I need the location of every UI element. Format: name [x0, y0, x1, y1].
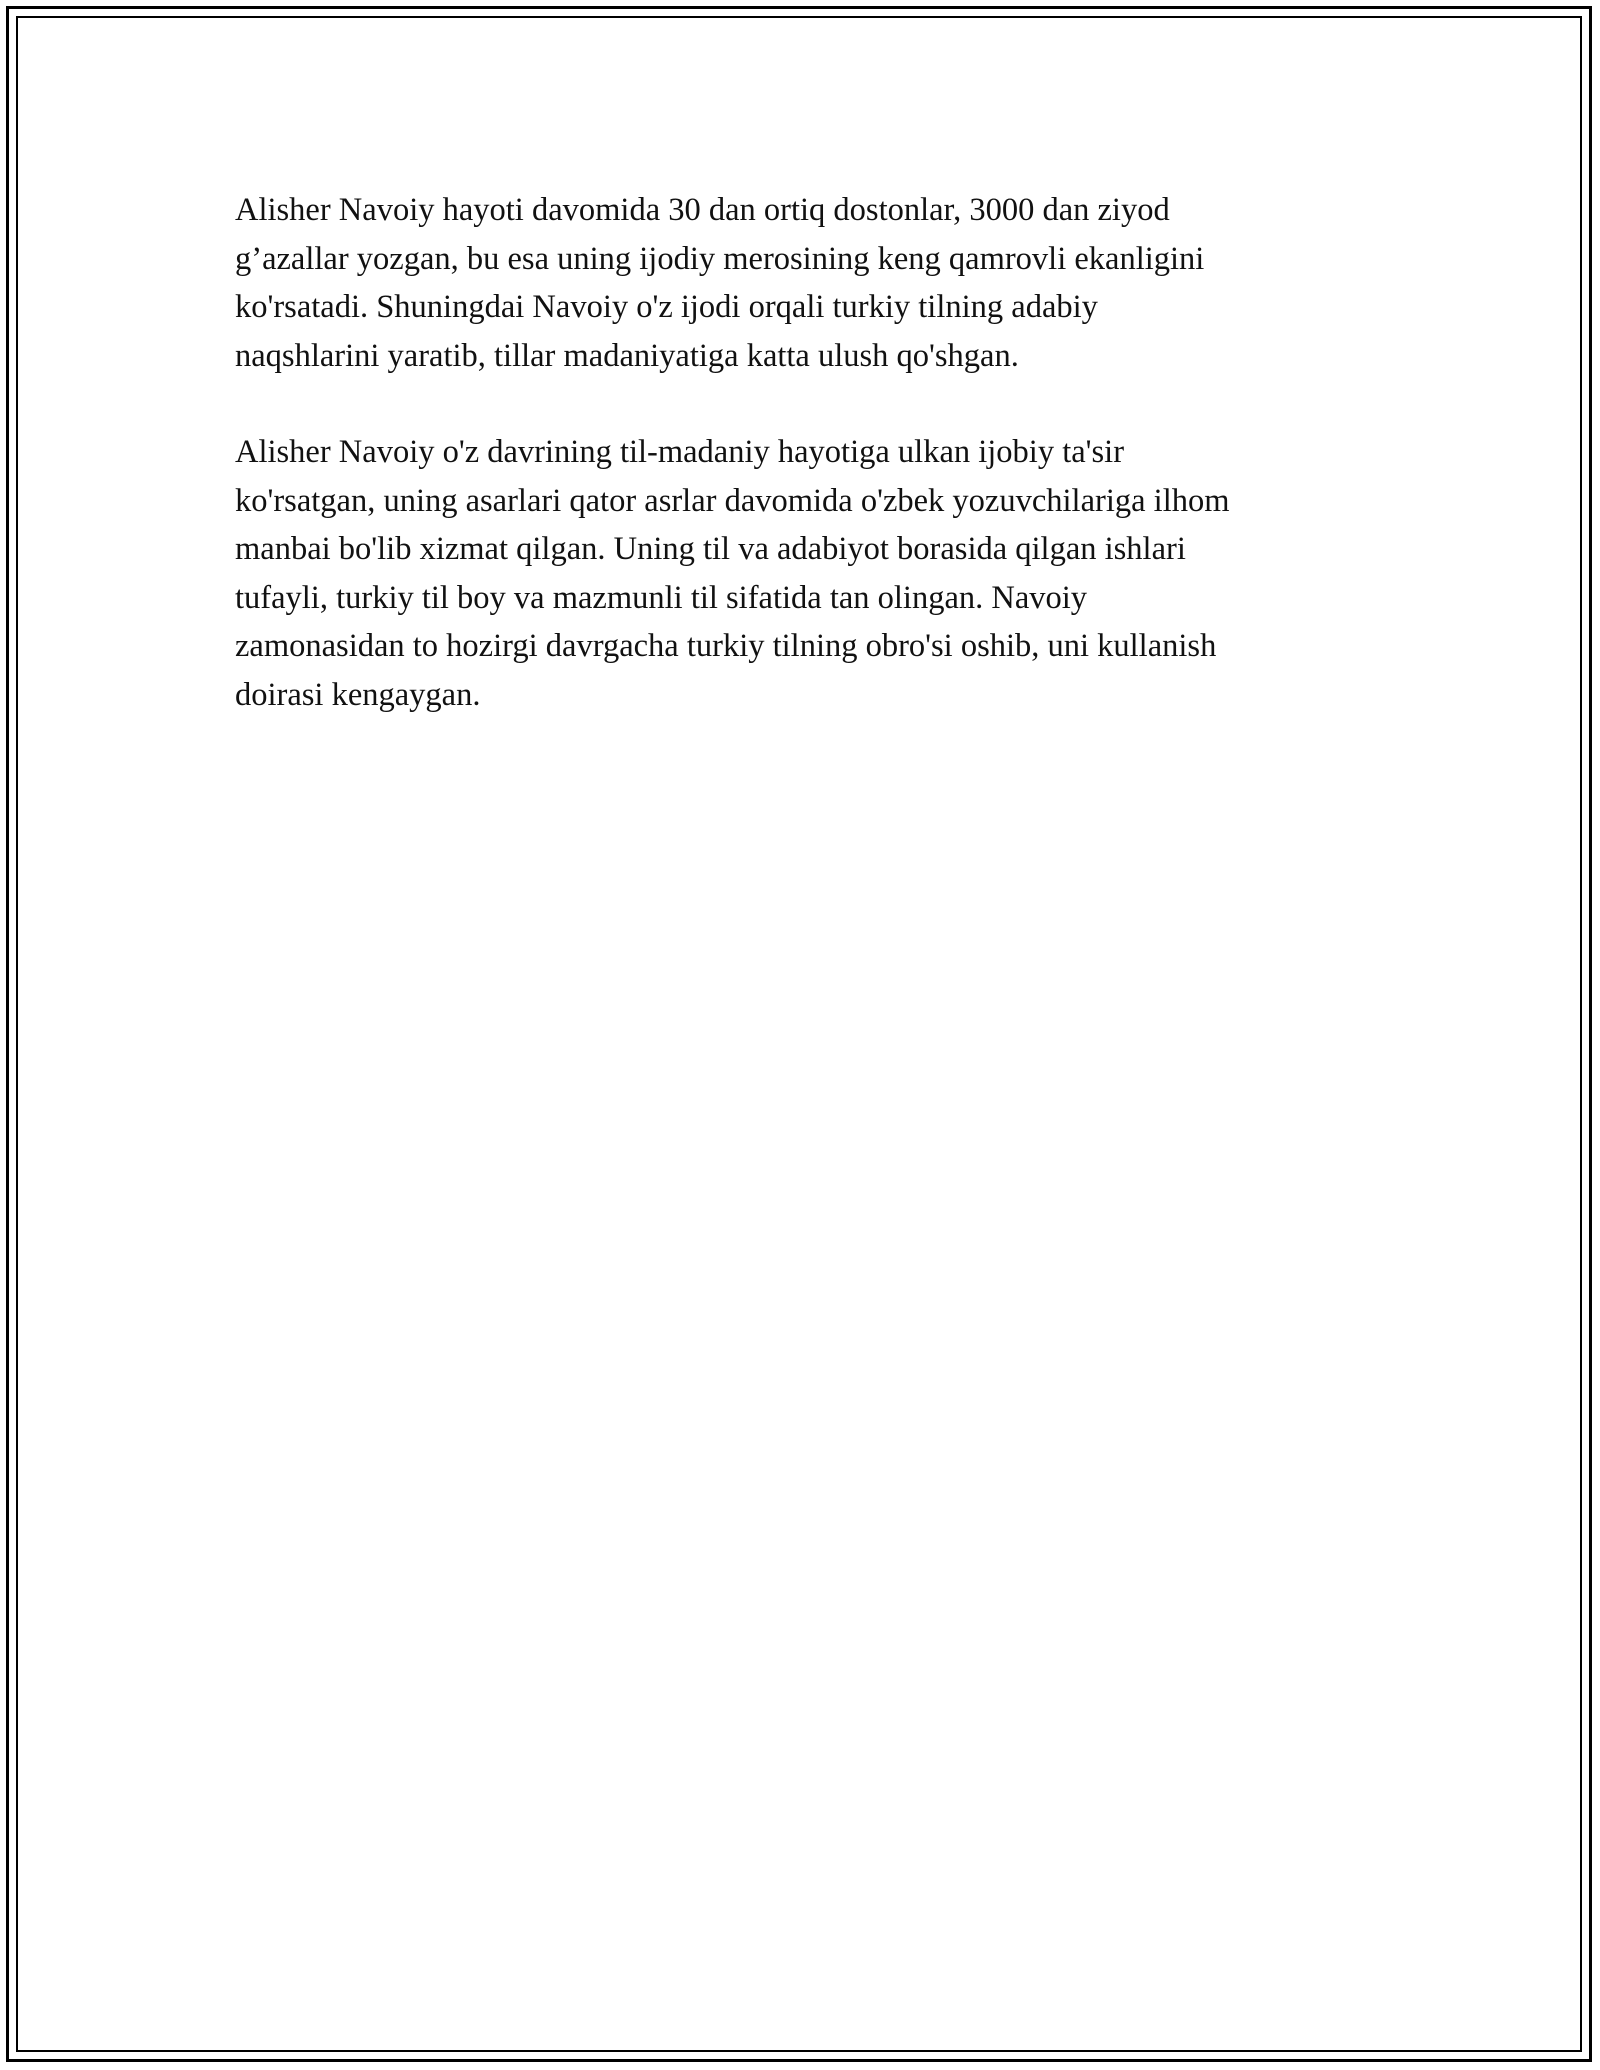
- paragraph-1: Alisher Navoiy hayoti davomida 30 dan ortiq dostonlar, 3000 dan ziyod g’azallar yozgan, bu esa uning ijodiy merosining keng qamrovli ekanligini ko'rsatadi. Shuningdai Navoiy o'z ijodi orqali turkiy tilning adabiy naqshlarini yaratib, tillar madaniyatiga katta ulush qo'shgan.: [235, 192, 1205, 374]
- document-body: [235, 186, 1365, 767]
- paragraph-2: Alisher Navoiy o'z davrining til-madaniy hayotiga ulkan ijobiy ta'sir ko'rsatgan, uning asarlari qator asrlar davomida o'zbek yozuvchilariga ilhom manbai bo'lib xizmat qilgan. Uning til va adabiyot borasida qilgan ishlari tufayli, turkiy til boy va mazmunli til sifatida tan olingan. Navoiy zamonasidan to hozirgi davrgacha turkiy tilning obro'si oshib, uni kullanish doirasi kengaygan.: [235, 434, 1230, 713]
